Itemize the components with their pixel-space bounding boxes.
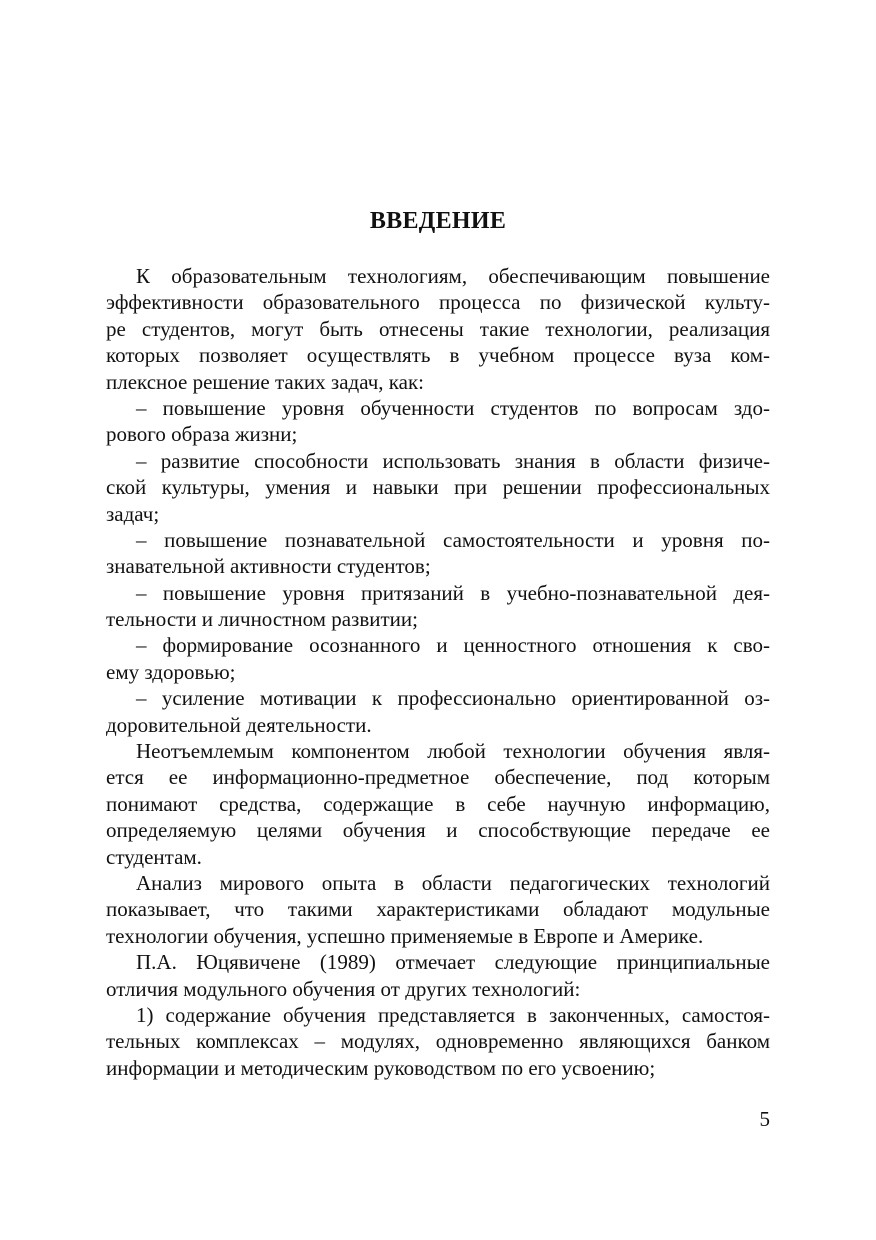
body-text xyxy=(106,263,770,1081)
text-line: показывает, что такими характеристиками обладают модульные xyxy=(106,897,770,922)
text-line: – формирование осознанного и ценностного отношения к сво- xyxy=(136,633,770,658)
text-line: задач; xyxy=(106,501,160,526)
text-line: ему здоровью; xyxy=(106,659,236,684)
text-line: которых позволяет осуществлять в учебном процессе вуза ком- xyxy=(106,343,770,368)
text-line: плексное решение таких задач, как: xyxy=(106,369,424,394)
text-line: определяемую целями обучения и способствующие передаче ее xyxy=(106,818,770,843)
text-line: – развитие способности использовать знания в области физиче- xyxy=(136,448,770,473)
page-title: ВВЕДЕНИЕ xyxy=(369,208,507,234)
text-line: – усиление мотивации к профессионально ориентированной оз- xyxy=(136,686,770,711)
text-line: Анализ мирового опыта в области педагогических технологий xyxy=(136,870,770,895)
text-line: понимают средства, содержащие в себе научную информацию, xyxy=(106,791,770,816)
text-line: технологии обучения, успешно применяемые в Европе и Америке. xyxy=(106,923,704,948)
text-line: К образовательным технологиям, обеспечивающим повышение xyxy=(136,264,770,288)
text-line: студентам. xyxy=(106,844,202,869)
text-line: – повышение уровня притязаний в учебно-познавательной дея- xyxy=(136,580,770,605)
text-line: 1) содержание обучения представляется в законченных, самостоя- xyxy=(136,1002,770,1027)
text-line: отличия модульного обучения от других технологий: xyxy=(106,976,581,1001)
text-line: рового образа жизни; xyxy=(106,422,298,447)
text-line: – повышение уровня обученности студентов по вопросам здо- xyxy=(136,395,770,420)
text-line: – повышение познавательной самостоятельности и уровня по- xyxy=(136,527,770,552)
text-line: эффективности образовательного процесса по физической культу- xyxy=(106,290,770,315)
page-number: 5 xyxy=(759,1107,770,1131)
text-line: ется ее информационно-предметное обеспечение, под которым xyxy=(106,765,770,790)
text-line: ре студентов, могут быть отнесены такие технологии, реализация xyxy=(106,316,770,341)
text-line: информации и методическим руководством по его усвоению; xyxy=(106,1055,656,1080)
text-line: тельности и личностном развитии; xyxy=(106,607,418,632)
text-line: ской культуры, умения и навыки при решении профессиональных xyxy=(106,475,770,500)
text-line: тельных комплексах – модулях, одновременно являющихся банком xyxy=(106,1029,770,1054)
text-line: доровительной деятельности. xyxy=(106,712,372,737)
text-line: знавательной активности студентов; xyxy=(106,554,431,579)
text-line: Неотъемлемым компонентом любой технологии обучения явля- xyxy=(136,739,770,764)
text-line: П.А. Юцявичене (1989) отмечает следующие принципиальные xyxy=(136,950,770,975)
